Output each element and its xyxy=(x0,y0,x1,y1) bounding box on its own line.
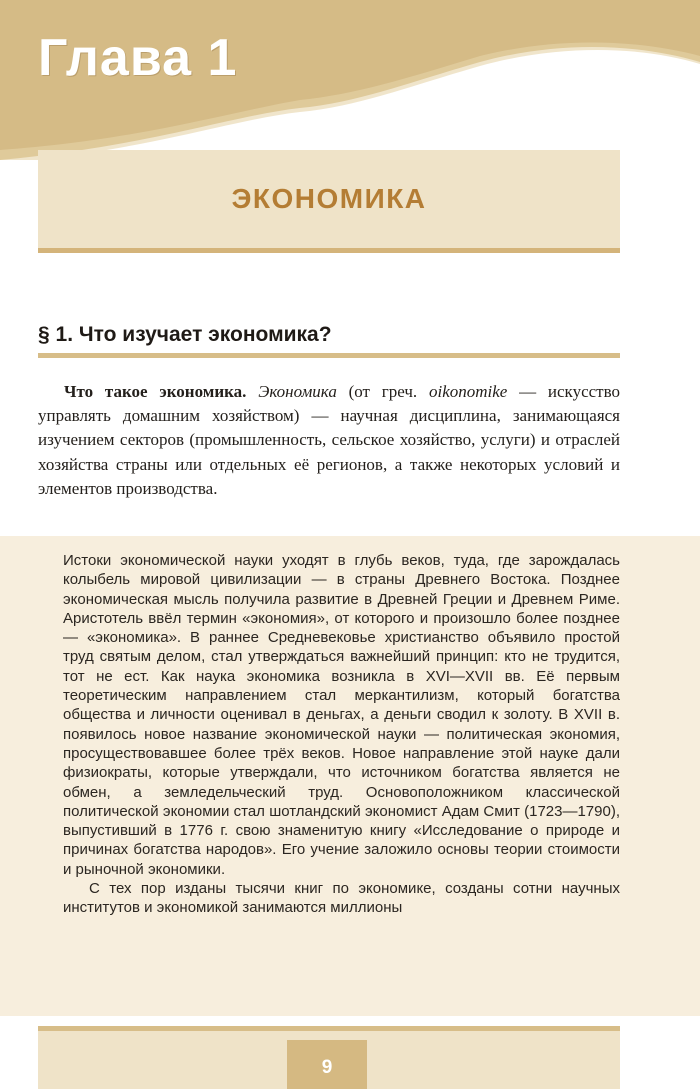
paragraph-heading: § 1. Что изучает экономика? xyxy=(38,323,332,346)
chapter-title: Глава 1 xyxy=(38,29,238,87)
definition-etymology: oikonomike xyxy=(428,382,508,401)
paragraph-heading-divider xyxy=(38,353,620,358)
page-number: 9 xyxy=(321,1057,333,1078)
definition-lead: Что такое экономика. xyxy=(64,382,247,401)
section-band-divider xyxy=(38,248,620,253)
section-title: ЭКОНОМИКА xyxy=(231,183,427,214)
history-paragraph-1: Истоки экономической науки уходят в глубь веков, туда, где зарождалась колыбель мировой цивилизации — в страны Древнего Востока. Позднее экономическая мысль получила развитие в Древней Греции и Древнем Риме. Аристотель ввёл термин «экономия», от которого и произошло более позднее — «экономика». В раннее Средневековье христианство объявило простой труд святым делом, стал утверждаться важнейший принцип: кто не трудится, тот не ест. Как наука экономика возникла в XVI—XVII вв. Её первым теоретическим направлением стал меркантилизм, который богатства общества и личности оценивал в деньгах, а деньги сводил к золоту. В XVII в. появилось новое название экономической науки — политическая экономия, просуществовавшее более трёх веков. Новое направление этой науке дали физиократы, которые утверждали, что источником богатства является не обмен, а земледельческий труд. Основоположником классической политической экономии стал шотландский экономист Адам Смит (1723—1790), выпустивший в 1776 г. свою знаменитую книгу «Исследование о природе и причинах богатства народов». Его учение заложило основы теории стоимости и рыночной экономики. xyxy=(63,552,620,878)
history-text xyxy=(63,551,620,918)
definition-text: — искусство управлять домашним хозяйством) — научная дисциплина, занимающаяся изучением секторов (промышленность, сельское хозяйство, услуги) и отраслей хозяйства страны или отдельных её регионов, а также некоторых условий и элементов производства. xyxy=(38,382,621,498)
definition-paragraph xyxy=(38,380,620,501)
history-paragraph-2: С тех пор изданы тысячи книг по экономике, созданы сотни научных институтов и экономикой занимаются миллионы xyxy=(63,880,620,917)
definition-term: Экономика xyxy=(258,382,337,401)
footer-divider xyxy=(38,1026,620,1031)
definition-before-etym: (от греч. xyxy=(336,382,429,401)
